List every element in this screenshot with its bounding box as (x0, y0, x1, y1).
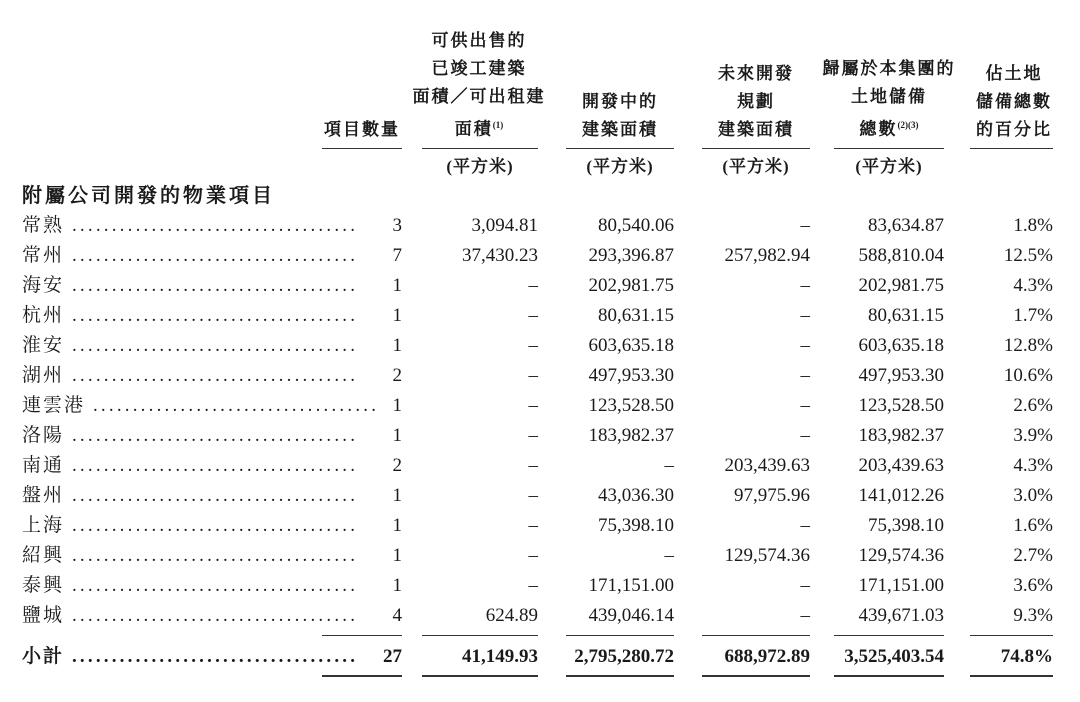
cell-completed: – (528, 545, 538, 566)
cell-count: 1 (392, 485, 402, 506)
header-line: 規劃 (737, 92, 775, 111)
table-row (0, 391, 1080, 421)
cell-under-dev: 293,396.87 (588, 245, 674, 266)
header-line: 建築面積 (582, 120, 658, 139)
cell-future: – (800, 215, 810, 236)
header-rule (322, 148, 402, 149)
cell-total: 141,012.26 (858, 485, 944, 506)
subtotal-pct: 74.8% (1000, 646, 1053, 667)
cell-pct: 1.7% (1013, 305, 1053, 326)
cell-completed: – (528, 335, 538, 356)
header-line: 未來開發 (718, 64, 794, 83)
cell-total: 202,981.75 (858, 275, 944, 296)
cell-pct: 2.6% (1013, 395, 1053, 416)
cell-count: 1 (392, 575, 402, 596)
cell-count: 1 (392, 305, 402, 326)
header-line: 項目數量 (324, 120, 400, 139)
header-line: 的百分比 (976, 120, 1052, 139)
table-row (0, 331, 1080, 361)
header-line: 土地儲備 (851, 87, 927, 107)
header-line: 佔土地 (985, 64, 1043, 83)
cell-completed: – (528, 305, 538, 326)
cell-pct: 3.6% (1013, 575, 1053, 596)
cell-total: 439,671.03 (858, 605, 944, 626)
cell-under-dev: 497,953.30 (588, 365, 674, 386)
table-row (0, 511, 1080, 541)
unit-total-land-reserve: (平方米) (855, 157, 923, 176)
header-future-development-area (696, 0, 816, 144)
subtotal-bottom-rule (834, 675, 944, 677)
cell-under-dev: 603,635.18 (588, 335, 674, 356)
cell-completed: 37,430.23 (462, 245, 538, 266)
header-total-land-reserve (822, 0, 956, 144)
cell-total: 203,439.63 (858, 455, 944, 476)
cell-pct: 10.6% (1003, 365, 1053, 386)
cell-under-dev: 43,036.30 (598, 485, 674, 506)
cell-future: – (800, 395, 810, 416)
header-line: 面積／可出租建 (412, 87, 546, 107)
cell-total: 588,810.04 (858, 245, 944, 266)
cell-future: – (800, 275, 810, 296)
cell-count: 2 (392, 455, 402, 476)
footnote-marker: (1) (492, 120, 504, 131)
row-city-name: 湖州 .................................... (22, 365, 359, 386)
section-title: 附屬公司開發的物業項目 (22, 185, 275, 207)
cell-under-dev: 80,631.15 (598, 305, 674, 326)
subtotal-top-rule (422, 635, 538, 636)
cell-under-dev: 171,151.00 (588, 575, 674, 596)
cell-completed: 3,094.81 (471, 215, 538, 236)
cell-completed: – (528, 575, 538, 596)
subtotal-future: 688,972.89 (724, 646, 810, 667)
header-project-count (316, 0, 408, 144)
header-rule (970, 148, 1053, 149)
cell-total: 129,574.36 (858, 545, 944, 566)
header-rule (566, 148, 674, 149)
subtotal-completed: 41,149.93 (462, 646, 538, 667)
header-rule (702, 148, 810, 149)
cell-total: 123,528.50 (858, 395, 944, 416)
header-line: 建築面積 (718, 120, 794, 139)
cell-future: – (800, 605, 810, 626)
table-row (0, 211, 1080, 241)
cell-under-dev: 183,982.37 (588, 425, 674, 446)
unit-under-development-area: (平方米) (586, 157, 654, 176)
cell-future: – (800, 515, 810, 536)
row-city-name: 連雲港 .................................... (22, 395, 380, 416)
table-row (0, 241, 1080, 271)
row-city-name: 常熟 .................................... (22, 215, 359, 236)
row-city-name: 上海 .................................... (22, 515, 359, 536)
header-rule (834, 148, 944, 149)
table-row (0, 451, 1080, 481)
row-city-name: 鹽城 .................................... (22, 605, 359, 626)
table-row (0, 301, 1080, 331)
cell-pct: 12.5% (1003, 245, 1053, 266)
row-city-name: 常州 .................................... (22, 245, 359, 266)
cell-future: 129,574.36 (724, 545, 810, 566)
header-line: 儲備總數 (976, 92, 1052, 111)
cell-completed: – (528, 485, 538, 506)
table-row (0, 271, 1080, 301)
header-line: 面積$^{(1)}$ (454, 120, 504, 139)
cell-pct: 4.3% (1013, 275, 1053, 296)
subtotal-bottom-rule (322, 675, 402, 677)
cell-total: 183,982.37 (858, 425, 944, 446)
cell-count: 1 (392, 425, 402, 446)
cell-future: 257,982.94 (724, 245, 810, 266)
cell-under-dev: – (664, 455, 674, 476)
subtotal-row (0, 642, 1080, 672)
header-line: 總數$^{(2)(3)}$ (859, 120, 919, 139)
cell-total: 75,398.10 (868, 515, 944, 536)
cell-under-dev: 75,398.10 (598, 515, 674, 536)
cell-total: 497,953.30 (858, 365, 944, 386)
subtotal-bottom-rule (702, 675, 810, 677)
cell-count: 1 (392, 275, 402, 296)
row-city-name: 泰興 .................................... (22, 575, 359, 596)
cell-total: 83,634.87 (868, 215, 944, 236)
row-city-name: 紹興 .................................... (22, 545, 359, 566)
footnote-marker: (2)(3) (897, 120, 919, 131)
cell-future: – (800, 425, 810, 446)
cell-pct: 12.8% (1003, 335, 1053, 356)
cell-pct: 1.6% (1013, 515, 1053, 536)
cell-pct: 2.7% (1013, 545, 1053, 566)
row-city-name: 淮安 .................................... (22, 335, 359, 356)
cell-count: 3 (392, 215, 402, 236)
cell-total: 80,631.15 (868, 305, 944, 326)
table-row (0, 481, 1080, 511)
header-percentage (964, 0, 1064, 144)
cell-pct: 9.3% (1013, 605, 1053, 626)
cell-pct: 1.8% (1013, 215, 1053, 236)
cell-under-dev: 80,540.06 (598, 215, 674, 236)
row-city-name: 海安 .................................... (22, 275, 359, 296)
header-line: 已竣工建築 (431, 59, 527, 79)
cell-under-dev: 123,528.50 (588, 395, 674, 416)
cell-completed: 624.89 (485, 605, 538, 626)
cell-count: 1 (392, 545, 402, 566)
cell-pct: 4.3% (1013, 455, 1053, 476)
cell-future: – (800, 575, 810, 596)
subtotal-bottom-rule (422, 675, 538, 677)
cell-pct: 3.0% (1013, 485, 1053, 506)
cell-completed: – (528, 455, 538, 476)
header-line: 開發中的 (582, 92, 658, 111)
cell-count: 1 (392, 335, 402, 356)
subtotal-total: 3,525,403.54 (844, 646, 944, 667)
cell-count: 7 (392, 245, 402, 266)
cell-completed: – (528, 395, 538, 416)
cell-future: 97,975.96 (734, 485, 810, 506)
cell-under-dev: – (664, 545, 674, 566)
cell-future: – (800, 335, 810, 356)
unit-completed-area: (平方米) (446, 157, 514, 176)
header-rule (422, 148, 538, 149)
subtotal-top-rule (322, 635, 402, 636)
cell-under-dev: 202,981.75 (588, 275, 674, 296)
table-row (0, 361, 1080, 391)
row-city-name: 盤州 .................................... (22, 485, 359, 506)
subtotal-label: 小計 .................................... (22, 646, 359, 667)
cell-completed: – (528, 365, 538, 386)
cell-under-dev: 439,046.14 (588, 605, 674, 626)
cell-pct: 3.9% (1013, 425, 1053, 446)
header-line: 歸屬於本集團的 (822, 59, 956, 79)
subtotal-top-rule (970, 635, 1053, 636)
subtotal-bottom-rule (970, 675, 1053, 677)
row-city-name: 洛陽 .................................... (22, 425, 359, 446)
subtotal-top-rule (566, 635, 674, 636)
subtotal-top-rule (702, 635, 810, 636)
header-line: 可供出售的 (431, 31, 527, 51)
cell-total: 171,151.00 (858, 575, 944, 596)
table-row (0, 541, 1080, 571)
unit-future-development-area: (平方米) (722, 157, 790, 176)
cell-future: – (800, 365, 810, 386)
row-city-name: 南通 .................................... (22, 455, 359, 476)
cell-future: 203,439.63 (724, 455, 810, 476)
subtotal-top-rule (834, 635, 944, 636)
row-city-name: 杭州 .................................... (22, 305, 359, 326)
table-row (0, 571, 1080, 601)
table-row (0, 421, 1080, 451)
subtotal-under-dev: 2,795,280.72 (574, 646, 674, 667)
table-row (0, 601, 1080, 631)
cell-total: 603,635.18 (858, 335, 944, 356)
cell-completed: – (528, 515, 538, 536)
cell-count: 4 (392, 605, 402, 626)
cell-count: 1 (392, 395, 402, 416)
cell-count: 2 (392, 365, 402, 386)
cell-future: – (800, 305, 810, 326)
subtotal-count: 27 (383, 646, 402, 667)
header-completed-area (412, 0, 546, 144)
cell-completed: – (528, 275, 538, 296)
header-under-development-area (560, 0, 680, 144)
cell-count: 1 (392, 515, 402, 536)
subtotal-bottom-rule (566, 675, 674, 677)
cell-completed: – (528, 425, 538, 446)
